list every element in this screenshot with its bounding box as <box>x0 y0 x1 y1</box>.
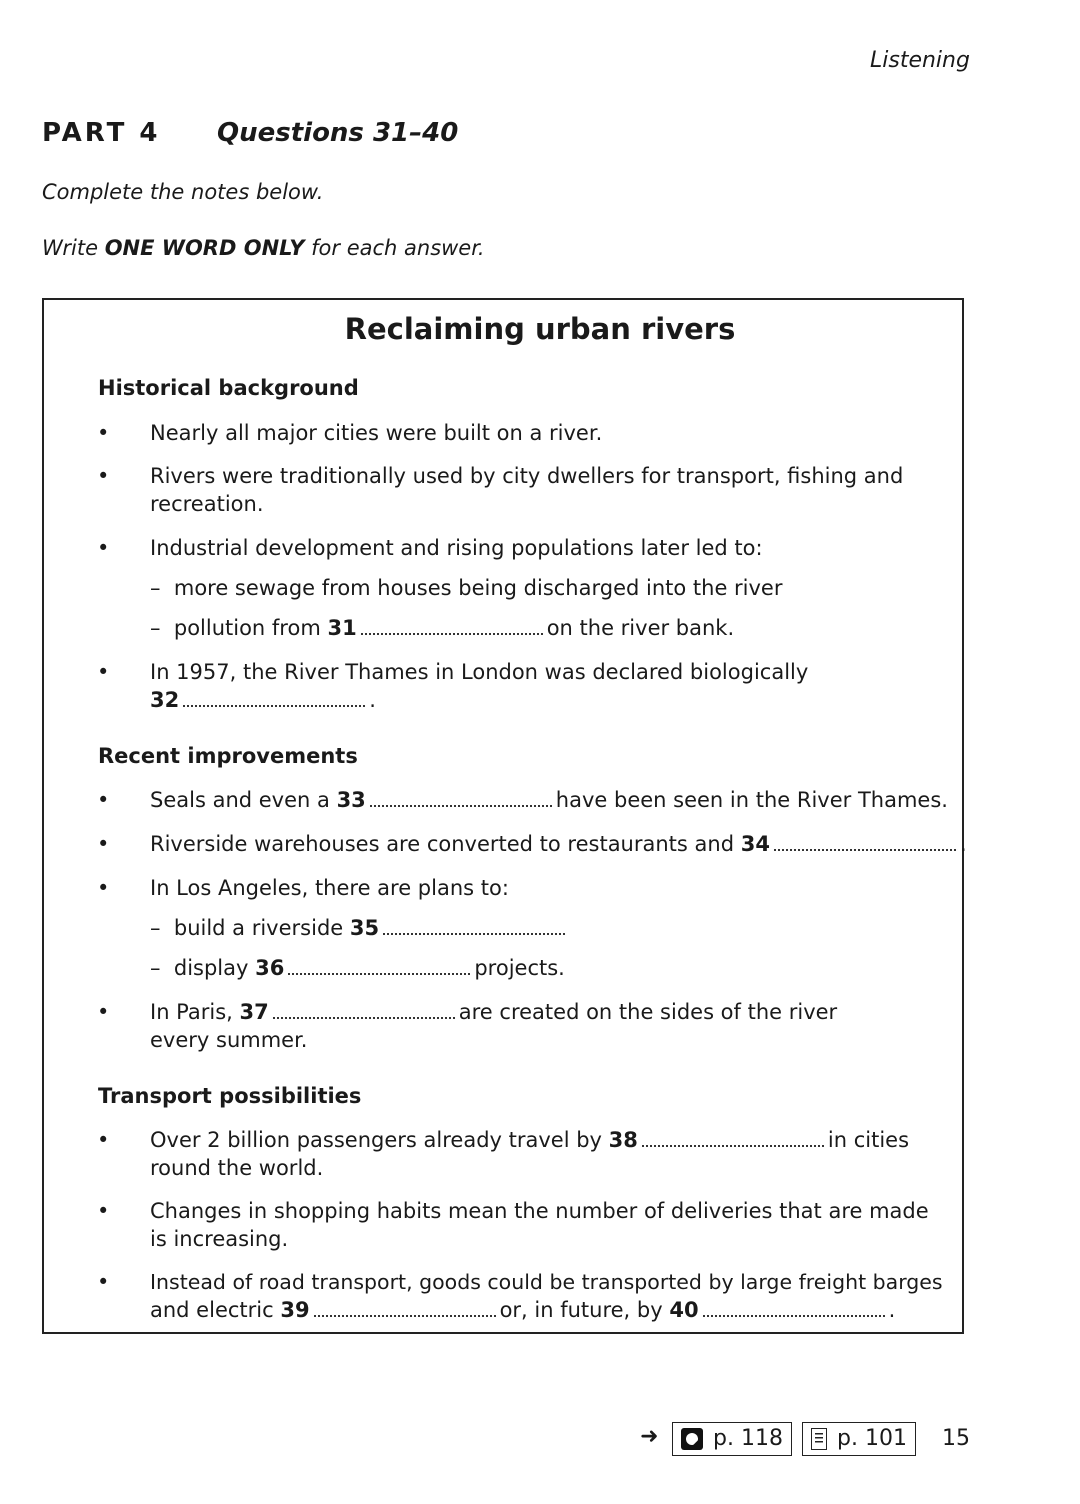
question-39-number: 39 <box>280 1298 310 1322</box>
answer-blank-38[interactable] <box>642 1144 824 1147</box>
dash: – <box>150 956 161 980</box>
historical-sub-1 <box>150 576 783 600</box>
item-text: Over 2 billion passengers already travel by <box>150 1128 609 1152</box>
bullet: • <box>97 1199 110 1223</box>
item-text: are created on the sides of the river <box>458 1000 838 1024</box>
bullet: • <box>97 1128 110 1152</box>
sub-item-text: more sewage from houses being discharged into the river <box>173 576 783 600</box>
recent-bullet-4 <box>150 1000 837 1024</box>
script-page-ref: p. 101 <box>837 1426 907 1451</box>
recent-heading: Recent improvements <box>98 744 358 768</box>
recent-sub-2 <box>150 956 565 980</box>
answer-blank-39[interactable] <box>314 1314 496 1317</box>
historical-bullet-1: Nearly all major cities were built on a river. <box>150 421 603 445</box>
transport-bullet-3-cont <box>150 1298 895 1322</box>
question-40-number: 40 <box>669 1298 699 1322</box>
transport-bullet-1-cont: round the world. <box>150 1156 324 1180</box>
sub-item-text: projects. <box>474 956 565 980</box>
bullet: • <box>97 536 110 560</box>
document-icon <box>811 1428 827 1450</box>
bullet: • <box>97 464 110 488</box>
question-34-number: 34 <box>740 832 770 856</box>
historical-bullet-4: In 1957, the River Thames in London was declared biologically <box>150 660 809 684</box>
question-38-number: 38 <box>608 1128 638 1152</box>
transport-bullet-1 <box>150 1128 909 1152</box>
historical-bullet-4-cont <box>150 688 376 712</box>
audio-reference-box[interactable] <box>672 1422 792 1456</box>
transport-heading: Transport possibilities <box>98 1084 362 1108</box>
question-33-number: 33 <box>336 788 366 812</box>
word-limit-emphasis: ONE WORD ONLY <box>104 236 305 260</box>
instruction-complete: Complete the notes below. <box>42 180 324 204</box>
bullet: • <box>97 1270 110 1294</box>
bullet: • <box>97 660 110 684</box>
transport-bullet-2: Changes in shopping habits mean the number of deliveries that are made <box>150 1199 929 1223</box>
answer-blank-37[interactable] <box>273 1016 455 1019</box>
item-text: or, in future, by <box>499 1298 670 1322</box>
sub-item-text: display <box>173 956 256 980</box>
part-label: PART 4 <box>42 118 161 148</box>
item-text: have been seen in the River Thames. <box>555 788 948 812</box>
part-heading <box>42 118 459 148</box>
question-37-number: 37 <box>239 1000 269 1024</box>
item-text: In Paris, <box>150 1000 240 1024</box>
cd-icon <box>681 1428 703 1450</box>
question-36-number: 36 <box>255 956 285 980</box>
script-reference-box[interactable] <box>802 1422 916 1456</box>
answer-blank-33[interactable] <box>370 804 552 807</box>
instruction-word-limit <box>42 236 485 260</box>
period: . <box>888 1298 896 1322</box>
notes-title: Reclaiming urban rivers <box>344 312 736 346</box>
transport-bullet-3: Instead of road transport, goods could be transported by large freight barges <box>150 1270 943 1294</box>
item-text: in cities <box>827 1128 910 1152</box>
answer-blank-32[interactable] <box>183 704 365 707</box>
sub-item-text: build a riverside <box>173 916 350 940</box>
answer-blank-36[interactable] <box>288 972 470 975</box>
instruction-text: for each answer. <box>304 236 485 260</box>
sub-item-text: on the river bank. <box>546 616 735 640</box>
recent-bullet-4-cont: every summer. <box>150 1028 308 1052</box>
bullet: • <box>97 788 110 812</box>
bullet: • <box>97 1000 110 1024</box>
bullet: • <box>97 876 110 900</box>
answer-blank-34[interactable] <box>774 848 956 851</box>
page-number: 15 <box>942 1426 970 1451</box>
dash: – <box>150 916 161 940</box>
item-text: Riverside warehouses are converted to restaurants and <box>150 832 741 856</box>
answer-blank-31[interactable] <box>361 632 543 635</box>
historical-heading: Historical background <box>98 376 359 400</box>
instruction-text: Write <box>42 236 105 260</box>
recent-bullet-2 <box>150 832 967 856</box>
question-31-number: 31 <box>327 616 357 640</box>
recent-bullet-3: In Los Angeles, there are plans to: <box>150 876 509 900</box>
question-35-number: 35 <box>349 916 380 940</box>
historical-bullet-2-cont: recreation. <box>150 492 264 516</box>
historical-sub-2 <box>150 616 734 640</box>
answer-blank-35[interactable] <box>383 932 565 935</box>
bullet: • <box>97 421 110 445</box>
answer-blank-40[interactable] <box>703 1314 885 1317</box>
arrow-icon: ➜ <box>640 1424 659 1449</box>
item-text: and electric <box>150 1298 281 1322</box>
historical-bullet-2: Rivers were traditionally used by city dwellers for transport, fishing and <box>150 464 904 488</box>
period: . <box>959 832 967 856</box>
dash: – <box>150 616 161 640</box>
transport-bullet-2-cont: is increasing. <box>150 1227 289 1251</box>
historical-bullet-3: Industrial development and rising populations later led to: <box>150 536 763 560</box>
recent-sub-1 <box>150 916 569 940</box>
period: . <box>369 688 376 712</box>
item-text: Seals and even a <box>150 788 337 812</box>
bullet: • <box>97 832 110 856</box>
section-label: Listening <box>870 48 970 73</box>
script-reference[interactable] <box>802 1422 916 1456</box>
recent-bullet-1 <box>150 788 948 812</box>
audio-reference[interactable] <box>672 1422 792 1456</box>
questions-range: Questions 31–40 <box>217 118 459 148</box>
dash: – <box>150 576 161 600</box>
question-32-number: 32 <box>150 688 180 712</box>
audio-page-ref: p. 118 <box>713 1426 783 1451</box>
sub-item-text: pollution from <box>173 616 328 640</box>
